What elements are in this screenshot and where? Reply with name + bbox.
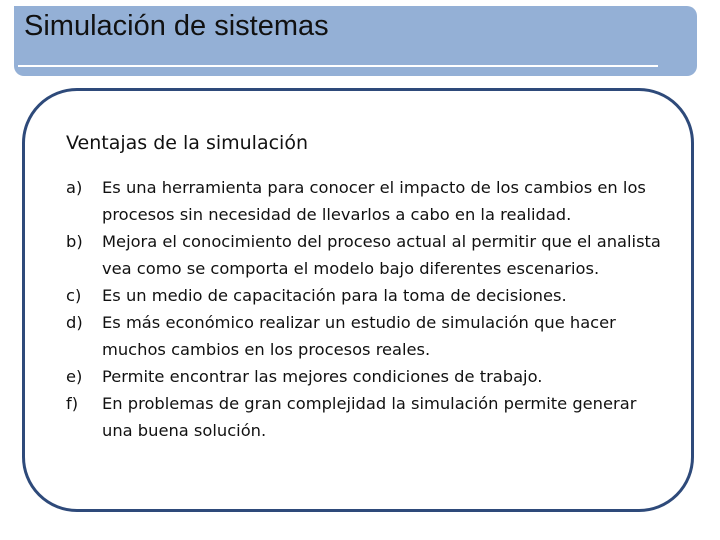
list-item: [66, 390, 666, 444]
list-item-text: Es un medio de capacitación para la toma de decisiones.: [102, 286, 567, 305]
list-marker: f): [66, 394, 79, 413]
list-marker: a): [66, 178, 83, 197]
list-item-text: En problemas de gran complejidad la simulación permite generar una buena solución.: [102, 394, 637, 440]
list-item-text: Permite encontrar las mejores condiciones de trabajo.: [102, 367, 543, 386]
list-marker: c): [66, 286, 82, 305]
list-item-text: Mejora el conocimiento del proceso actual al permitir que el analista vea como se comporta el modelo bajo diferentes escenarios.: [102, 232, 661, 278]
list-marker: b): [66, 232, 83, 251]
list-item: [66, 309, 666, 363]
list-item-text: Es más económico realizar un estudio de simulación que hacer muchos cambios en los procesos reales.: [102, 313, 616, 359]
list-item: [66, 363, 666, 390]
title-underline: [18, 65, 658, 67]
list-item-text: Es una herramienta para conocer el impacto de los cambios en los procesos sin necesidad de llevarlos a cabo en la realidad.: [102, 178, 646, 224]
slide-title: Simulación de sistemas: [24, 10, 329, 42]
list-item: [66, 228, 666, 282]
section-heading: Ventajas de la simulación: [66, 132, 308, 154]
advantages-list: [66, 174, 666, 444]
list-item: [66, 282, 666, 309]
list-item: [66, 174, 666, 228]
list-marker: d): [66, 313, 83, 332]
list-marker: e): [66, 367, 83, 386]
